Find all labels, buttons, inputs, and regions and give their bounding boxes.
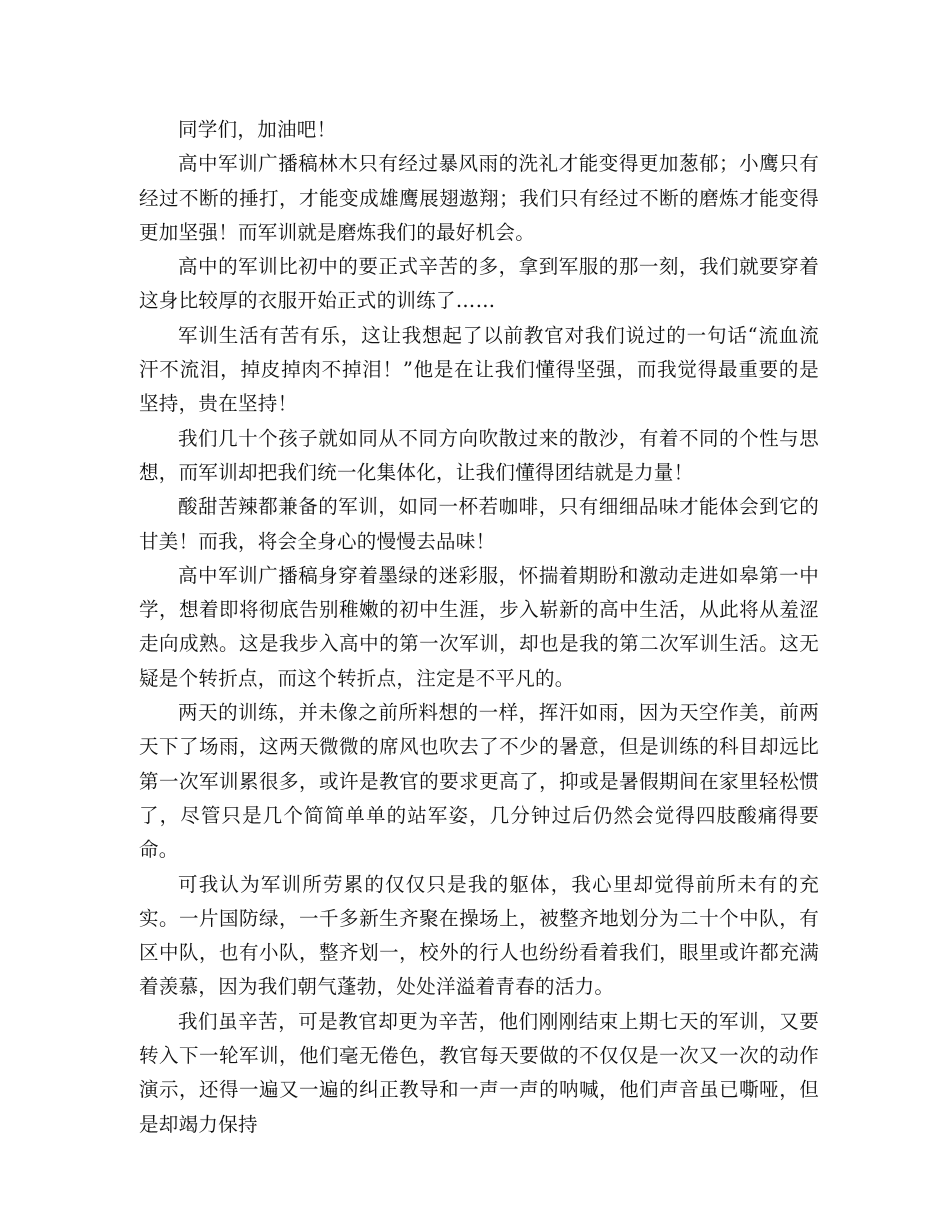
- paragraph-7: 高中军训广播稿身穿着墨绿的迷彩服，怀揣着期盼和激动走进如皋第一中学，想着即将彻底告别稚嫩的初中生涯，步入崭新的高中生活，从此将从羞涩走向成熟。这是我步入高中的第一次军训，却也是我的第二次军训生活。这无疑是个转折点，而这个转折点，注定是不平凡的。: [139, 563, 819, 690]
- paragraph-6: 酸甜苦辣都兼备的军训，如同一杯若咖啡，只有细细品味才能体会到它的甘美！而我，将会全身心的慢慢去品味！: [139, 495, 819, 553]
- paragraph-3: 高中的军训比初中的要正式辛苦的多，拿到军服的那一刻，我们就要穿着这身比较厚的衣服开始正式的训练了……: [139, 255, 819, 313]
- paragraph-5: 我们几十个孩子就如同从不同方向吹散过来的散沙，有着不同的个性与思想，而军训却把我们统一化集体化，让我们懂得团结就是力量！: [139, 426, 819, 484]
- paragraph-9: 可我认为军训所劳累的仅仅只是我的躯体，我心里却觉得前所未有的充实。一片国防绿，一千多新生齐聚在操场上，被整齐地划分为二十个中队，有区中队，也有小队，整齐划一，校外的行人也纷纷看着我们，眼里或许都充满着羡慕，因为我们朝气蓬勃，处处洋溢着青春的活力。: [139, 872, 819, 999]
- paragraph-1: 同学们，加油吧！: [178, 118, 337, 141]
- paragraph-8: 两天的训练，并未像之前所料想的一样，挥汗如雨，因为天空作美，前两天下了场雨，这两天微微的席风也吹去了不少的暑意，但是训练的科目却远比第一次军训累很多，或许是教官的要求更高了，抑或是暑假期间在家里轻松惯了，尽管只是几个简简单单的站军姿，几分钟过后仍然会觉得四肢酸痛得要命。: [139, 701, 819, 862]
- document-body: [139, 113, 819, 1142]
- paragraph-10: 我们虽辛苦，可是教官却更为辛苦，他们刚刚结束上期七天的军训，又要转入下一轮军训，他们毫无倦色，教官每天要做的不仅仅是一次又一次的动作演示，还得一遍又一遍的纠正教导和一声一声的呐喊，他们声音虽已嘶哑，但是却竭力保持: [139, 1009, 819, 1136]
- paragraph-4: 军训生活有苦有乐，这让我想起了以前教官对我们说过的一句话“流血流汗不流泪，掉皮掉肉不掉泪！”他是在让我们懂得坚强，而我觉得最重要的是坚持，贵在坚持！: [139, 323, 819, 416]
- paragraph-2: 高中军训广播稿林木只有经过暴风雨的洗礼才能变得更加葱郁；小鹰只有经过不断的捶打，才能变成雄鹰展翅遨翔；我们只有经过不断的磨炼才能变得更加坚强！而军训就是磨炼我们的最好机会。: [139, 152, 819, 244]
